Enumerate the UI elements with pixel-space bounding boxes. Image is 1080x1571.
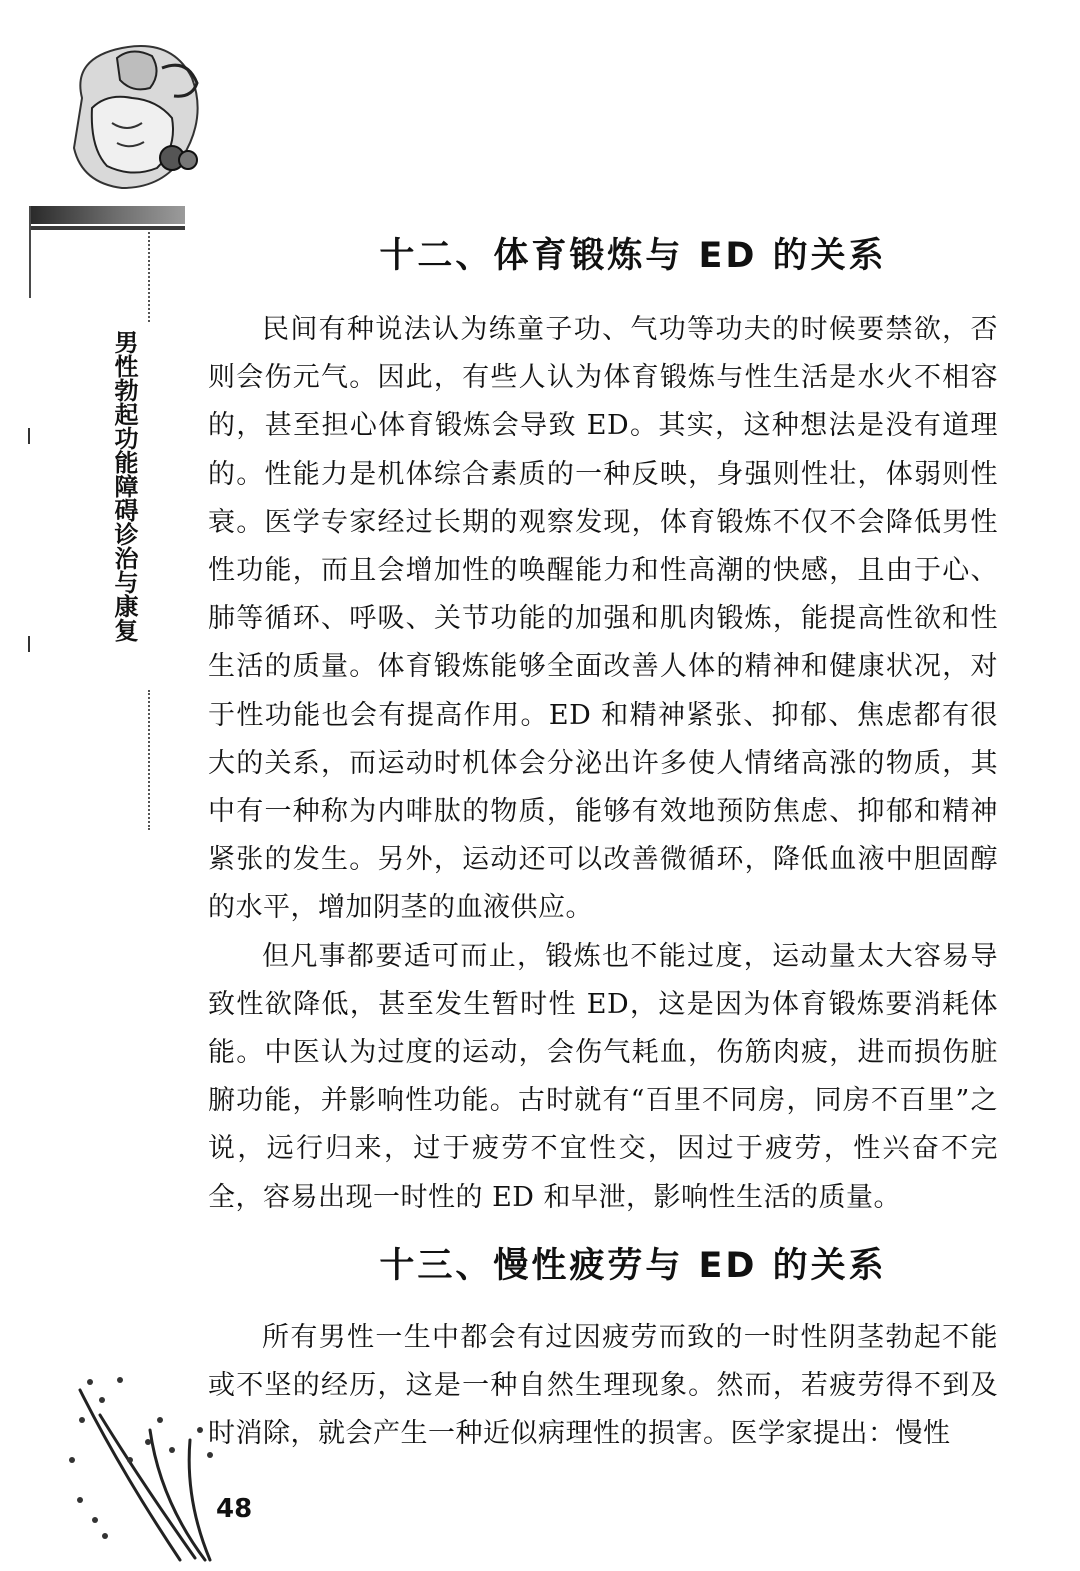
paragraph: 所有男性一生中都会有过因疲劳而致的一时性阴茎勃起不能或不坚的经历，这是一种自然生理现象。然而，若疲劳得不到及时消除，就会产生一种近似病理性的损害。医学家提出：慢性 — [208, 1321, 998, 1450]
header-bar-underline — [30, 226, 185, 230]
section-title: 十二、体育锻炼与 ED 的关系 — [379, 236, 887, 276]
margin-tick — [28, 636, 30, 652]
running-book-title: 男性勃起功能障碍诊治与康复 — [110, 330, 138, 642]
margin-line — [29, 206, 31, 298]
text-column — [208, 228, 998, 1458]
section-title: 十三、慢性疲劳与 ED 的关系 — [379, 1245, 887, 1286]
header-bar — [30, 206, 185, 224]
dotted-rule-bottom — [148, 690, 150, 830]
bodybuilder-illustration — [62, 38, 212, 198]
grass-illustration — [60, 1360, 230, 1565]
paragraph: 但凡事都要适可而止，锻炼也不能过度，运动量太大容易导致性欲降低，甚至发生暂时性 ED，这是因为体育锻炼要消耗体能。中医认为过度的运动，会伤气耗血，伤筋肉疲，进而损伤脏腑功能，并影响性功能。古时就有“百里不同房，同房不百里”之说，远行归来，过于疲劳不宜性交，因过于疲劳，性兴奋不完全，容易出现一时性的 ED 和早泄，影响性生活的质量。 — [208, 940, 998, 1213]
dotted-rule-top — [148, 232, 150, 322]
margin-tick — [28, 428, 30, 444]
page-number: 48 — [216, 1494, 253, 1524]
paragraph: 民间有种说法认为练童子功、气功等功夫的时候要禁欲，否则会伤元气。因此，有些人认为体育锻炼与性生活是水火不相容的，甚至担心体育锻炼会导致 ED。其实，这种想法是没有道理的。性能力是机体综合素质的一种反映，身强则性壮，体弱则性衰。医学专家经过长期的观察发现，体育锻炼不仅不会降低男性性功能，而且会增加性的唤醒能力和性高潮的快感，且由于心、肺等循环、呼吸、关节功能的加强和肌肉锻炼，能提高性欲和性生活的质量。体育锻炼能够全面改善人体的精神和健康状况，对于性功能也会有提高作用。ED 和精神紧张、抑郁、焦虑都有很大的关系，而运动时机体会分泌出许多使人情绪高涨的物质，其中有一种称为内啡肽的物质，能够有效地预防焦虑、抑郁和精神紧张的发生。另外，运动还可以改善微循环，降低血液中胆固醇的水平，增加阴茎的血液供应。 — [208, 314, 998, 924]
